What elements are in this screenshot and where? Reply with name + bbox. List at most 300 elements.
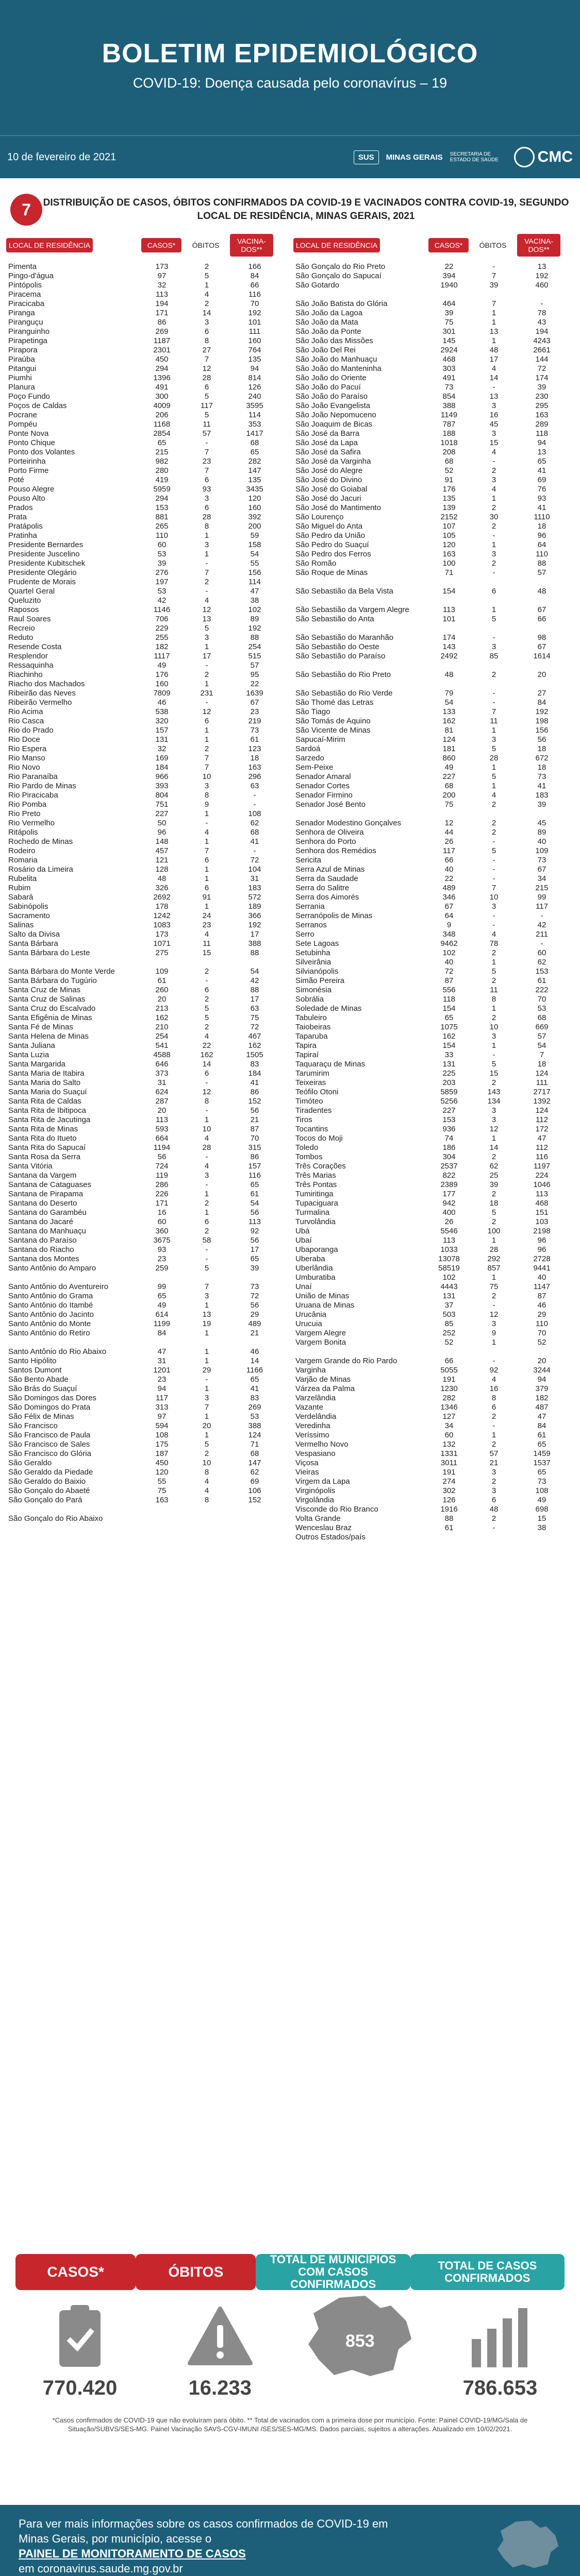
deaths-cell: 6 (204, 503, 209, 512)
table-row (6, 1273, 286, 1291)
city-cell: Senhora dos Remédios (295, 846, 376, 855)
deaths-cell: 2 (491, 559, 496, 568)
vacc-cell: 68 (250, 1449, 259, 1458)
cases-cell: 287 (155, 1097, 169, 1106)
cases-cell: 2692 (153, 893, 171, 902)
city-cell: Rio Pomba (8, 800, 47, 809)
cases-cell: 162 (442, 1032, 456, 1041)
table-row (293, 475, 573, 484)
cases-cell: 503 (442, 1310, 456, 1319)
city-cell: Pompéu (8, 420, 37, 429)
table-row (293, 902, 573, 911)
cases-cell: 1242 (153, 911, 171, 920)
cases-cell: 71 (444, 568, 454, 577)
table-row (293, 438, 573, 447)
vacc-cell: 160 (248, 503, 261, 512)
vacc-cell: 158 (248, 540, 261, 549)
cases-cell: 88 (444, 1514, 454, 1523)
vacc-cell: 29 (250, 1310, 259, 1319)
city-cell: Santos Dumont (8, 1366, 62, 1375)
table-row (293, 1235, 573, 1245)
table-row (293, 994, 573, 1004)
city-cell: Taiobeiras (295, 1023, 331, 1031)
table-row (293, 1022, 573, 1031)
city-cell: São João Del Rei (295, 346, 356, 354)
city-cell: Serra dos Aimorés (295, 893, 359, 902)
cases-cell: 113 (443, 1236, 455, 1245)
city-cell: Rio Doce (8, 735, 40, 744)
cases-cell: 131 (442, 1060, 456, 1069)
vacc-cell: 20 (537, 1357, 546, 1365)
cases-cell: 182 (155, 642, 169, 651)
cases-cell: 176 (155, 670, 169, 679)
city-cell: Senhora do Porto (295, 837, 356, 846)
city-cell: Rubelita (8, 874, 37, 883)
city-cell: Santa Rita do Sapucaí (8, 1143, 86, 1152)
city-cell: Ribeirão das Neves (8, 689, 76, 698)
vacc-cell: 156 (535, 726, 549, 735)
vacc-cell: 151 (535, 1208, 549, 1217)
table-row (293, 1523, 573, 1532)
deaths-cell: 2 (491, 1477, 496, 1486)
vacc-cell: 13 (537, 448, 546, 456)
city-cell: Santa Juliana (8, 1041, 55, 1050)
deaths-cell: 3 (204, 1292, 209, 1300)
city-cell: Varzelândia (295, 1394, 336, 1402)
table-row (293, 753, 573, 762)
cases-cell: 227 (442, 772, 456, 781)
vacc-cell: 43 (537, 318, 546, 327)
deaths-cell: 1 (204, 837, 209, 846)
deaths-cell: 28 (202, 374, 211, 382)
vacc-cell: 73 (250, 726, 259, 735)
deaths-cell: 7 (204, 448, 209, 456)
vacc-cell: 109 (535, 846, 549, 855)
city-cell: São Bento Abade (8, 1375, 69, 1384)
cases-cell: 419 (155, 476, 169, 484)
vacc-cell: 39 (537, 800, 546, 809)
vacc-cell: 9441 (533, 1264, 551, 1273)
table-row (6, 1143, 286, 1152)
city-cell: São Geraldo do Baixio (8, 1477, 86, 1486)
table-row (293, 707, 573, 716)
cases-cell: 154 (442, 587, 456, 596)
table-row (293, 1532, 573, 1541)
city-cell: Santa Cruz de Salinas (8, 995, 86, 1004)
deaths-cell: 2 (204, 995, 209, 1004)
vacc-cell: 42 (537, 921, 546, 929)
deaths-cell: - (492, 531, 495, 540)
city-cell: Poté (8, 476, 24, 484)
city-cell: Sarzedo (295, 754, 324, 762)
vacc-cell: 96 (537, 1236, 546, 1245)
vacc-cell: 2198 (533, 1227, 551, 1235)
vacc-cell: 163 (535, 411, 549, 419)
vacc-cell: 468 (535, 1199, 549, 1208)
deaths-cell: - (205, 1375, 208, 1384)
cases-cell: 22 (444, 874, 454, 883)
vacc-cell: 192 (535, 707, 549, 716)
vacc-cell: 515 (248, 652, 261, 660)
city-cell: Várzea da Palma (295, 1384, 355, 1393)
vacc-cell: 69 (537, 476, 546, 484)
header-deaths: ÓBITOS (186, 238, 226, 252)
city-cell: Santo Antônio do Jacinto (8, 1310, 94, 1319)
table-row (293, 568, 573, 577)
city-cell: União de Minas (295, 1292, 350, 1300)
deaths-cell: 1 (204, 1357, 209, 1365)
city-cell: São João do Manteninha (295, 364, 382, 373)
vacc-cell: 152 (248, 1496, 261, 1504)
deaths-cell: 6 (204, 327, 209, 336)
table-row (293, 1467, 573, 1477)
table-row (293, 1282, 573, 1291)
city-cell: São José da Barra (295, 429, 360, 438)
vacc-cell: 87 (537, 1292, 546, 1300)
logo-bar (0, 135, 580, 178)
city-cell: São Domingos das Dores (8, 1394, 96, 1402)
cases-cell: 119 (156, 1171, 168, 1180)
cases-cell: 75 (444, 318, 454, 327)
deaths-cell: 2 (491, 503, 496, 512)
city-cell: Sardoá (295, 744, 321, 753)
city-cell: Santa Vitória (8, 1162, 53, 1171)
deaths-cell: 12 (202, 364, 211, 373)
table-row (6, 429, 286, 438)
table-row (6, 1152, 286, 1161)
table-row (6, 762, 286, 772)
vacc-cell: 289 (535, 420, 549, 429)
deaths-cell: 1 (204, 1329, 209, 1337)
cases-cell: 269 (155, 327, 169, 336)
table-row (6, 447, 286, 456)
city-cell: Umburatiba (295, 1273, 336, 1282)
vacc-cell: 94 (537, 438, 546, 447)
city-cell: Raul Soares (8, 615, 51, 623)
cases-cell: 34 (444, 1421, 454, 1430)
table-row (293, 1087, 573, 1096)
city-cell: Silveirânia (295, 958, 332, 967)
city-cell: São José do Goiabal (295, 485, 368, 494)
vacc-cell: 89 (537, 828, 546, 837)
city-cell: Veríssimo (295, 1431, 329, 1439)
deaths-cell: 22 (202, 1041, 211, 1050)
deaths-cell: 2 (491, 948, 496, 957)
city-cell: Riachinho (8, 670, 43, 679)
deaths-cell: 8 (204, 1468, 209, 1477)
deaths-cell: 7 (491, 707, 496, 716)
total-cases-stat (436, 2300, 565, 2409)
city-cell: São Romão (295, 559, 337, 568)
table-row (293, 1078, 573, 1087)
city-cell: Planura (8, 383, 35, 392)
vacc-cell: 45 (537, 819, 546, 827)
vacc-cell: 106 (248, 1486, 261, 1495)
table-row (293, 336, 573, 345)
city-cell: Ubaporanga (295, 1245, 338, 1254)
cases-cell: 1194 (153, 1143, 171, 1152)
cases-cell: 113 (156, 290, 168, 299)
deaths-cell: 29 (202, 1366, 211, 1375)
city-cell: São Sebastião do Anta (295, 615, 374, 623)
city-cell: São Gotardo (295, 281, 340, 290)
city-cell: Senador Cortes (295, 782, 350, 790)
table-row (6, 1300, 286, 1310)
deaths-cell: 10 (489, 893, 499, 902)
table-row (293, 1245, 573, 1254)
cases-cell: 982 (155, 457, 169, 466)
city-cell: Tombos (295, 1153, 323, 1161)
deaths-cell: 13 (202, 1310, 211, 1319)
cases-cell: 1346 (440, 1403, 458, 1412)
table-row (6, 753, 286, 762)
city-cell: Santa Rita de Jacutinga (8, 1115, 91, 1124)
city-cell: Presidente Kubitschek (8, 559, 86, 568)
table-row (6, 354, 286, 364)
cases-cell: 464 (442, 299, 456, 308)
city-cell: Pirapetinga (8, 336, 47, 345)
vacc-cell: 56 (537, 735, 546, 744)
table-row (293, 503, 573, 512)
cases-cell: 94 (157, 1384, 167, 1393)
vacc-cell: 76 (537, 485, 546, 494)
table-row (6, 1467, 286, 1477)
header-cases: CASOS* (428, 238, 469, 252)
vacc-cell: 66 (250, 281, 259, 290)
city-cell: Presidente Olegário (8, 568, 77, 577)
vacc-cell: 3244 (533, 1366, 551, 1375)
vacc-cell: 41 (537, 782, 546, 790)
city-cell: Toledo (295, 1143, 319, 1152)
vacc-cell: 46 (537, 1301, 546, 1310)
table-row (6, 1041, 286, 1050)
cases-cell: 1168 (153, 420, 171, 429)
deaths-stat (156, 2300, 285, 2409)
vacc-cell: - (253, 846, 256, 855)
deaths-cell: - (492, 383, 495, 392)
city-cell: Veredinha (295, 1421, 330, 1430)
deaths-cell: 2 (491, 1013, 496, 1022)
panel-link[interactable]: PAINEL DE MONITORAMENTO DE CASOS (19, 2547, 246, 2560)
cases-cell: 120 (442, 540, 456, 549)
deaths-cell: 1 (204, 735, 209, 744)
deaths-cell: 6 (491, 587, 496, 596)
deaths-cell: 5 (204, 1264, 209, 1273)
table-row (293, 317, 573, 327)
vacc-cell: 156 (248, 568, 261, 577)
vacc-cell: 71 (250, 1440, 259, 1449)
city-cell: Uruana de Minas (295, 1301, 355, 1310)
deaths-cell: 2 (491, 1440, 496, 1449)
table-row (293, 1069, 573, 1078)
deaths-cell: 85 (489, 652, 499, 660)
deaths-cell: - (492, 262, 495, 271)
cases-cell: 75 (157, 1486, 167, 1495)
table-row (6, 1189, 286, 1198)
deaths-cell: 3 (491, 429, 496, 438)
vacc-cell: 68 (537, 1013, 546, 1022)
vacc-cell: - (540, 299, 543, 308)
cases-cell: 7809 (153, 689, 171, 698)
deaths-cell: 2 (491, 1412, 496, 1421)
cases-cell: 99 (157, 1282, 167, 1291)
city-cell: São João Evangelista (295, 401, 371, 410)
table-row (6, 1310, 286, 1319)
city-cell: Porteirinha (8, 457, 46, 466)
deaths-cell: 19 (202, 1319, 211, 1328)
table-row (6, 494, 286, 503)
cases-cell: 326 (155, 884, 169, 892)
cases-cell: 163 (442, 550, 456, 558)
cases-cell: 294 (155, 494, 169, 503)
city-cell: São Gonçalo do Abaeté (8, 1486, 90, 1495)
table-row (293, 290, 573, 308)
table-row (6, 373, 286, 382)
minas-logo: MINAS GERAIS (386, 152, 443, 162)
table-row (6, 1059, 286, 1069)
deaths-cell: 3 (204, 494, 209, 503)
table-row (6, 1171, 286, 1180)
cases-cell: 275 (155, 948, 169, 957)
deaths-cell: 2 (491, 670, 496, 679)
city-cell: Tocos do Moji (295, 1134, 343, 1143)
cases-cell: 37 (444, 1301, 454, 1310)
cases-cell: 942 (442, 1199, 456, 1208)
city-cell: Santana do Riacho (8, 1245, 74, 1254)
deaths-cell: 1 (491, 540, 496, 549)
table-row (6, 781, 286, 790)
vacc-cell: 104 (248, 865, 261, 874)
vacc-cell: 47 (537, 1412, 546, 1421)
vacc-cell: 489 (248, 1319, 261, 1328)
deaths-cell: 7 (491, 299, 496, 308)
header-deaths: ÓBITOS (473, 238, 513, 252)
cases-cell: 176 (442, 485, 456, 494)
deaths-cell: 3 (204, 318, 209, 327)
table-row (293, 1180, 573, 1189)
cases-cell: 135 (442, 494, 456, 503)
vacc-cell: 41 (537, 503, 546, 512)
table-row (6, 382, 286, 392)
table-row (6, 883, 286, 892)
table-row (6, 484, 286, 494)
table-right (293, 234, 573, 1541)
cases-cell: 49 (157, 661, 167, 670)
table-row (293, 531, 573, 540)
table-row (6, 1069, 286, 1078)
cases-cell: 48 (444, 670, 454, 679)
footnote: *Casos confirmados de COVID-19 que não evoluíram para óbito. ** Total de vacinados com a primeira dose por município. Fonte: Painel COVID-19/MG/Sala de Situação/SUBVS/SES-MG. Painel Vacinação SAVS-CGV-IMUNI /SES/SES-MG/MS. Dados parciais, sujeitos a alterações. Atualizado em 10/02/2021. (52, 2416, 528, 2433)
deaths-cell: 3 (204, 540, 209, 549)
deaths-cell: 28 (202, 1143, 211, 1152)
city-cell: Rubim (8, 884, 31, 892)
deaths-cell: 292 (487, 1255, 501, 1263)
deaths-cell: 12 (489, 1125, 499, 1133)
deaths-cell: 10 (202, 1459, 211, 1467)
city-cell: Santa Cruz de Minas (8, 986, 81, 994)
vacc-cell: 1417 (246, 429, 263, 438)
deaths-cell: 2 (204, 578, 209, 586)
table-row (6, 1356, 286, 1365)
deaths-cell: 93 (202, 485, 211, 494)
city-cell: Poços de Caldas (8, 401, 67, 410)
cases-cell: 200 (442, 791, 456, 800)
table-row (6, 837, 286, 846)
vacc-cell: 2661 (533, 346, 551, 354)
deaths-cell: 2 (491, 466, 496, 475)
cases-cell: 66 (444, 1357, 454, 1365)
summary-values (0, 2290, 580, 2409)
deaths-cell: 5 (204, 272, 209, 280)
table-row (293, 809, 573, 827)
table-row (6, 679, 286, 688)
cases-cell: 97 (157, 1412, 167, 1421)
city-cell: Rio Preto (8, 809, 41, 818)
table-row (6, 1495, 286, 1504)
vacc-cell: 65 (250, 1375, 259, 1384)
vacc-cell: 31 (250, 874, 259, 883)
cases-cell: 282 (442, 1394, 456, 1402)
deaths-cell: 11 (490, 717, 498, 725)
deaths-cell: - (205, 1180, 208, 1189)
cases-cell: 48 (157, 874, 167, 883)
deaths-cell: 7 (204, 763, 209, 772)
city-cell: Reduto (8, 633, 34, 642)
city-cell: São João da Mata (295, 318, 358, 327)
info-panel (0, 2505, 580, 2576)
table-row (6, 614, 286, 623)
deaths-cell: - (205, 1106, 208, 1115)
cases-stat (15, 2300, 144, 2409)
table-row (293, 1365, 573, 1375)
deaths-cell: 3 (491, 476, 496, 484)
cases-cell: 1018 (440, 438, 458, 447)
vacc-cell: 47 (537, 1134, 546, 1143)
cases-cell: 5055 (440, 1366, 458, 1375)
table-row (293, 967, 573, 976)
deaths-cell: 92 (489, 1366, 499, 1375)
deaths-cell: 3 (491, 1319, 496, 1328)
deaths-cell: - (205, 438, 208, 447)
cases-cell: 113 (156, 1115, 168, 1124)
city-cell: São João das Missões (295, 336, 373, 345)
cases-cell: 706 (155, 615, 169, 623)
cases-cell: 1083 (153, 921, 171, 929)
vacc-cell: 39 (537, 383, 546, 392)
table-row (6, 327, 286, 336)
city-cell: Santa Bárbara do Monte Verde (8, 967, 115, 976)
cases-cell: 107 (442, 522, 456, 531)
table-row (293, 679, 573, 698)
cases-cell: 4009 (153, 401, 171, 410)
vacc-cell: 110 (536, 1319, 548, 1328)
vacc-cell: 87 (250, 1125, 259, 1133)
deaths-cell: 134 (487, 1097, 501, 1106)
table-row (6, 586, 286, 596)
vacc-cell: 124 (535, 1069, 549, 1078)
table-row (6, 1412, 286, 1421)
table-row (293, 419, 573, 429)
city-cell: Pitangui (8, 364, 37, 373)
vacc-cell: 467 (248, 1032, 261, 1041)
table-row (293, 1514, 573, 1523)
vacc-cell: 388 (248, 939, 261, 948)
vacc-cell: 99 (537, 893, 546, 902)
cases-cell: 86 (157, 318, 167, 327)
vacc-cell: 78 (537, 309, 546, 317)
vacc-cell: 96 (537, 531, 546, 540)
cases-cell: 157 (155, 726, 169, 735)
